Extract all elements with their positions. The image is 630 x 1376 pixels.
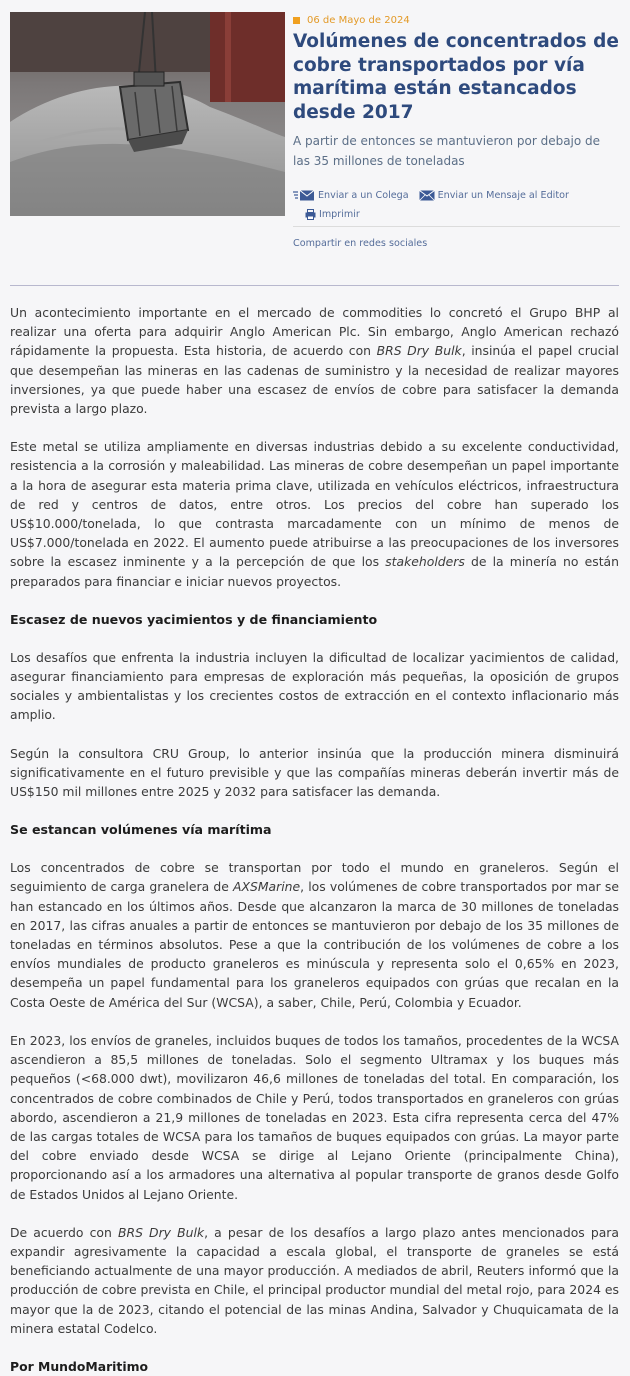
send-to-colleague-label: Enviar a un Colega (318, 189, 409, 201)
byline: Por MundoMaritimo (10, 1358, 149, 1374)
article-subtitle: A partir de entonces se mantuvieron por debajo de las 35 millones de toneladas (293, 134, 601, 168)
send-to-editor-label: Enviar un Mensaje al Editor (437, 189, 569, 201)
envelope-icon (419, 190, 435, 201)
date-marker-icon (293, 17, 300, 24)
article-title: Volúmenes de concentrados de cobre transportados por vía marítima están estancados desde 2017 (293, 31, 619, 123)
actions-divider (293, 226, 620, 227)
printer-icon (305, 209, 316, 220)
article-body (10, 303, 619, 1376)
paragraph-3: Los desafíos que enfrenta la industria incluyen la dificultad de localizar yacimientos de calidad, asegurar financiamiento para empresas de exploración más pequeñas, la oposición de grupos sociales y ambientalistas y los crecientes costos de extracción en el contexto inflacionario más amplio. (10, 649, 619, 723)
section-heading-2: Se estancan volúmenes vía marítima (10, 822, 272, 838)
paragraph-2: Este metal se utiliza ampliamente en diversas industrias debido a su excelente conductividad, resistencia a la corrosión y maleabilidad. Las mineras de cobre desempeñan un papel importante a la hora de asegurar esta materia prima clave, utilizada en vehículos eléctricos, infraestructura de red y centros de datos, entre otros. Los precios del cobre han superado los US$10.000/tonelada, lo que contrasta marcadamente con un mínimo de menos de US$7.000/tonelada en 2022. El aumento puede atribuirse a las preocupaciones de los inversores sobre la escasez inminente y a la percepción de que los stakeholders de la minería no están preparados para financiar e iniciar nuevos proyectos. (10, 439, 619, 589)
article-hero-image (10, 12, 285, 216)
paragraph-4: Según la consultora CRU Group, lo anterior insinúa que la producción minera disminuirá significativamente en el futuro previsible y que las compañías mineras deberán invertir más de US$150 mil millones entre 2025 y 2032 para satisfacer las demanda. (10, 745, 619, 800)
paragraph-5: Los concentrados de cobre se transportan por todo el mundo en graneleros. Según el seguimiento de carga granelera de AXSMarine, los volúmenes de cobre transportados por mar se han estancado en los últimos años. Desde que alcanzaron la marca de 30 millones de toneladas en 2017, las cifras anuales a partir de entonces se mantuvieron por debajo de los 35 millones de toneladas en términos absolutos. Pese a que la contribución de los volúmenes de cobre a los envíos mundiales de producto graneleros es minúscula y representa solo el 0,65% en 2023, desempeña un papel fundamental para los graneleros equipados con grúas que recalan en la Costa Oeste de América del Sur (WCSA), a saber, Chile, Perú, Colombia y Ecuador. (10, 860, 619, 1010)
paragraph-6: En 2023, los envíos de graneles, incluidos buques de todos los tamaños, procedentes de la WCSA ascendieron a 85,5 millones de toneladas. Solo el segmento Ultramax y los buques más pequeños (<68.000 dwt), movilizaron 46,6 millones de toneladas del total. En comparación, los concentrados de cobre combinados de Chile y Perú, todos transportados en graneleros con grúas abordo, ascendieron a 21,9 millones de toneladas en 2023. Esta cifra representa cerca del 47% de las cargas totales de WCSA para los tamaños de buques equipados con grúas. La mayor parte del cobre enviado desde WCSA se dirige al Lejano Oriente (principalmente China), proporcionando así a los armadores una alternativa al popular transporte de granos desde Golfo de Estados Unidos al Lejano Oriente. (10, 1032, 619, 1202)
share-social-link[interactable]: Compartir en redes sociales (293, 238, 428, 249)
print-link[interactable] (305, 209, 360, 220)
print-label: Imprimir (319, 208, 360, 220)
article-header (0, 0, 630, 262)
paragraph-7: De acuerdo con BRS Dry Bulk, a pesar de los desafíos a largo plazo antes mencionados para expandir agresivamente la capacidad a escala global, el transporte de graneles se está beneficiando actualmente de una mayor producción. A mediados de abril, Reuters informó que la producción de cobre prevista en Chile, el principal productor mundial del metal rojo, para 2024 es mayor que la de 2023, citando el potencial de las minas Andina, Salvador y Chuquicamata de la minera estatal Codelco. (10, 1224, 619, 1336)
send-colleague-icon (293, 190, 315, 201)
section-heading-1: Escasez de nuevos yacimientos y de financiamiento (10, 611, 378, 627)
article-actions (293, 187, 618, 222)
send-to-colleague-link[interactable] (293, 190, 409, 201)
header-divider (10, 285, 619, 286)
send-to-editor-link[interactable] (419, 190, 569, 201)
article-meta (293, 12, 620, 171)
paragraph-1: Un acontecimiento importante en el mercado de commodities lo concretó el Grupo BHP al realizar una oferta para adquirir Anglo American Plc. Sin embargo, Anglo American rechazó rápidamente la propuesta. Esta historia, de acuerdo con BRS Dry Bulk, insinúa el papel crucial que desempeñan las mineras en las cadenas de suministro y la necesidad de realizar mayores inversiones, ya que puede haber una escasez de envíos de cobre para satisfacer la demanda prevista a largo plazo. (10, 305, 619, 417)
article-date: 06 de Mayo de 2024 (307, 14, 410, 26)
date-row (293, 12, 620, 28)
